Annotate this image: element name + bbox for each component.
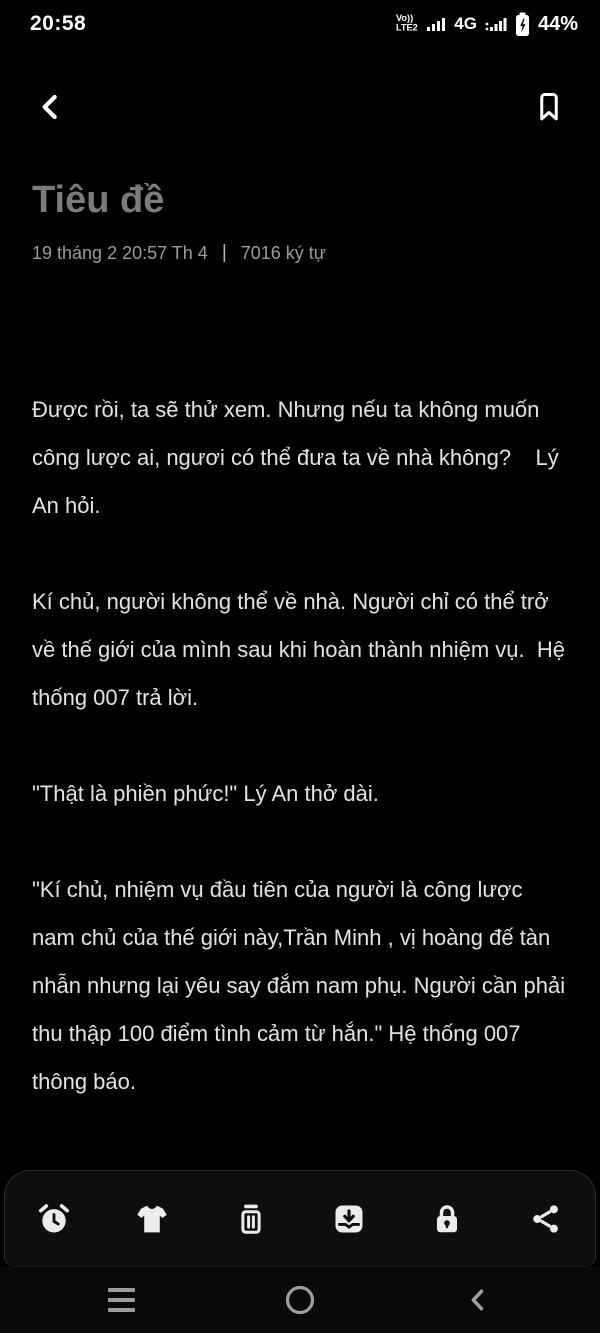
bookmark-button[interactable]: [534, 90, 564, 124]
save-button[interactable]: [319, 1189, 379, 1249]
note-paragraph: Kí chủ, người không thể về nhà. Người chỉ có thể trở về thế giới của mình sau khi hoàn thành nhiệm vụ. Hệ thống 007 trả lời.: [32, 589, 572, 710]
save-download-icon: [331, 1201, 367, 1237]
note-date: 19 tháng 2 20:57 Th 4: [32, 242, 208, 263]
home-icon: [284, 1284, 316, 1316]
meta-separator: |: [221, 242, 227, 263]
home-button[interactable]: [284, 1284, 316, 1316]
battery-percent-text: 44%: [537, 12, 578, 35]
note-title[interactable]: Tiêu đề: [32, 179, 165, 221]
lock-icon: [429, 1201, 465, 1237]
delete-button[interactable]: [221, 1189, 281, 1249]
status-icons: [395, 12, 578, 37]
share-button[interactable]: [516, 1189, 576, 1249]
reminder-button[interactable]: [24, 1189, 84, 1249]
signal-bars-icon: [426, 15, 446, 33]
nav-back-button[interactable]: [464, 1286, 492, 1314]
back-icon: [464, 1286, 492, 1314]
bookmark-icon: [534, 90, 564, 124]
note-paragraph: "Thật là phiền phức!" Lý An thở dài.: [32, 781, 379, 806]
alarm-icon: [36, 1201, 72, 1237]
share-icon: [529, 1202, 563, 1236]
back-chevron-icon: [34, 90, 66, 124]
note-meta: [32, 242, 568, 264]
shirt-icon: [134, 1201, 170, 1237]
trash-icon: [233, 1201, 269, 1237]
network-type-text: 4G: [454, 14, 477, 33]
recents-button[interactable]: [108, 1288, 135, 1312]
battery-charging-icon: [515, 12, 530, 37]
title-block: [0, 150, 600, 264]
note-char-count: 7016 ký tự: [240, 242, 326, 263]
note-paragraph: Được rồi, ta sẽ thử xem. Nhưng nếu ta không muốn công lược ai, ngươi có thể đưa ta về nhà không? Lý An hỏi.: [32, 397, 564, 518]
note-paragraph: "Kí chủ, nhiệm vụ đầu tiên của người là công lược nam chủ của thế giới này,Trần Minh , vị hoàng đế tàn nhẫn nhưng lại yêu say đắm nam phụ. Người cần phải thu thập 100 điểm tình cảm từ hắn." Hệ thống 007 thông báo.: [32, 877, 572, 1094]
status-bar: [0, 0, 600, 48]
bottom-toolbar: [4, 1170, 596, 1267]
note-body[interactable]: [0, 386, 600, 1106]
theme-button[interactable]: [122, 1189, 182, 1249]
signal-bars-secondary-icon: [485, 15, 507, 33]
lock-button[interactable]: [417, 1189, 477, 1249]
clock-text: 20:58: [30, 12, 87, 35]
recents-icon: [108, 1288, 135, 1292]
back-button[interactable]: [34, 90, 66, 124]
android-nav-bar: [0, 1267, 600, 1333]
header-bar: [0, 64, 600, 150]
volte-icon: Vo)) LTE2: [395, 13, 418, 34]
